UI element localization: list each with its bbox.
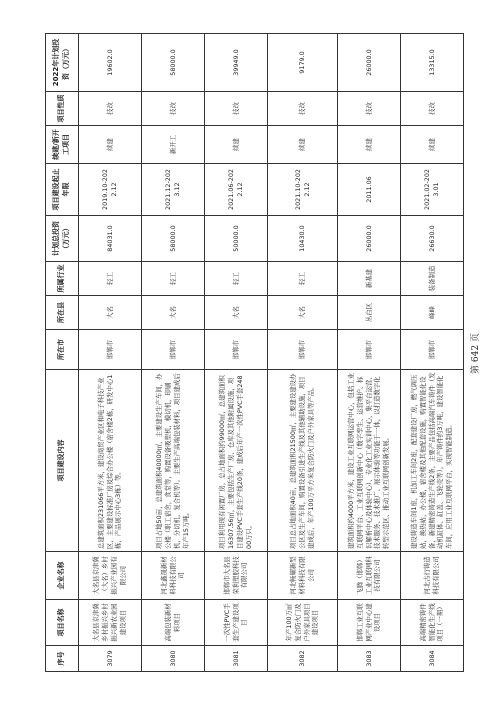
cell-industry: 装备制造 — [401, 262, 464, 296]
cell-nature: 技改 — [79, 92, 142, 126]
cell-county: 大名 — [268, 296, 338, 330]
cell-industry: 轻工 — [205, 262, 268, 296]
cell-period: 2019.10-2022.12 — [79, 164, 142, 216]
header-project-name: 项目名称 — [46, 600, 79, 646]
header-county: 所在县 — [46, 296, 79, 330]
cell-total-investment: 50000.0 — [205, 216, 268, 262]
header-total-investment: 计划总投资（万元） — [46, 216, 79, 262]
cell-content: 建设铸造车间1座，机加工车间2座，配套建设厂房，燃气调压站，换热站，办公楼，宿舍楼及其他配套设施，购置智能化设备，新建精密铸造生产线2条，主要产品包括高端汽车铸件（发动机缸体、缸盖、飞轮壳等），年产铸件约3万吨，建设智能化车间，应用工业互联网平台，实现智能制造。 — [401, 370, 464, 552]
cell-2022-investment: 26000.0 — [338, 34, 401, 92]
cell-city: 邯郸市 — [142, 330, 205, 370]
cell-industry: 轻工 — [268, 262, 338, 296]
cell-status: 新开工 — [142, 126, 205, 164]
cell-project-name: 一次性PVC手套生产建设项目 — [205, 600, 268, 646]
page-number: 第 642 页 — [471, 333, 481, 374]
cell-period: 2021.12-2023.12 — [142, 164, 205, 216]
header-content: 项目建设内容 — [46, 370, 79, 552]
cell-period: 2021.02-2023.01 — [401, 164, 464, 216]
cell-status: 续建 — [79, 126, 142, 164]
cell-total-investment: 58000.0 — [142, 216, 205, 262]
cell-project-name: 高端包装新材料项目 — [142, 600, 205, 646]
cell-status: 续建 — [205, 126, 268, 164]
cell-total-investment: 26630.0 — [401, 216, 464, 262]
cell-status: 续建 — [338, 126, 401, 164]
header-row — [46, 34, 79, 672]
cell-company: 河北鑫晟新材料科技有限公司 — [142, 552, 205, 600]
cell-nature: 技改 — [205, 92, 268, 126]
cell-nature: 技改 — [142, 92, 205, 126]
cell-status: 续建 — [268, 126, 338, 164]
cell-status: 续建 — [401, 126, 464, 164]
cell-project-name: 邯郸工业互联网产业中心建设项目 — [338, 600, 401, 646]
cell-project-name: 年产100万㎡复合防火门及户外家具项目建设项目 — [268, 600, 338, 646]
cell-total-investment: 26000.0 — [338, 216, 401, 262]
table-row — [205, 34, 268, 672]
cell-city: 邯郸市 — [268, 330, 338, 370]
cell-company: 河北古行铸造科技有限公司 — [401, 552, 464, 600]
cell-company: 大名县京津冀（大名）乡村振兴产业园有限公司 — [79, 552, 142, 600]
table-row — [79, 34, 142, 672]
cell-2022-investment: 58000.0 — [142, 34, 205, 92]
table-row — [268, 34, 338, 672]
cell-seq: 3080 — [142, 646, 205, 672]
cell-county: 丛台区 — [338, 296, 401, 330]
cell-city: 邯郸市 — [205, 330, 268, 370]
cell-seq: 3081 — [205, 646, 268, 672]
table-row — [401, 34, 464, 672]
cell-seq: 3079 — [79, 646, 142, 672]
cell-content: 项目占地50亩，总建筑面积40000㎡，主要建设生产车间，办公楼（职工宿舍，食堂等，购置设备吸塑机，模切机，印刷机，分切机，复合机等）。主要生产高端包装材料，项目建成后年产15万吨。 — [142, 370, 205, 552]
cell-content: 总建筑面积231066平方米，建设商贸产业区和电子科技产业区，主要建设标准厂房及综合办公楼（宿舍楼2栋，研发中心1栋，产品展示中心3栋）等。 — [79, 370, 142, 552]
project-table — [45, 33, 464, 672]
table-row — [142, 34, 205, 672]
header-nature: 项目性质 — [46, 92, 79, 126]
cell-seq: 3084 — [401, 646, 464, 672]
cell-city: 邯郸市 — [401, 330, 464, 370]
header-status: 续建/新开工项目 — [46, 126, 79, 164]
cell-nature: 技改 — [268, 92, 338, 126]
table-row — [338, 34, 401, 672]
cell-nature: 技改 — [401, 92, 464, 126]
cell-nature: 技改 — [338, 92, 401, 126]
header-seq: 序号 — [46, 646, 79, 672]
cell-county: 大名 — [142, 296, 205, 330]
header-company: 企业名称 — [46, 552, 79, 600]
cell-period: 2011.06 — [338, 164, 401, 216]
cell-county: 大名 — [205, 296, 268, 330]
cell-project-name: 大名县京津冀乡村振兴乡村振兴新农业园建设项目 — [79, 600, 142, 646]
cell-company: 邯郸市大名县荣利塑胶科技有限公司 — [205, 552, 268, 600]
header-industry: 所属行业 — [46, 262, 79, 296]
cell-total-investment: 10430.0 — [268, 216, 338, 262]
cell-industry: 新基建 — [338, 262, 401, 296]
cell-2022-investment: 13315.0 — [401, 34, 464, 92]
cell-project-name: 高端精密铸件智能化生产线项目（一期） — [401, 600, 464, 646]
header-city: 所在市 — [46, 330, 79, 370]
cell-county: 大名 — [79, 296, 142, 330]
cell-industry: 轻工 — [142, 262, 205, 296]
cell-company: 河北畅耀新型材料科技有限公司 — [268, 552, 338, 600]
cell-city: 邯郸市 — [338, 330, 401, 370]
cell-city: 邯郸市 — [79, 330, 142, 370]
cell-content: 项目总占地面积40亩，总建筑面积21500㎡，主要建设建设办公区及生产车间，购置设备引进生产线及其他辅助设施，项目建成后，年产100万平方米复合防火门及户外家具等产品。 — [268, 370, 338, 552]
cell-company: 飞腾（邯郸）工业互联网科技有限公司 — [338, 552, 401, 600]
cell-county: 峰峰 — [401, 296, 464, 330]
cell-total-investment: 84031.0 — [79, 216, 142, 262]
cell-content: 项目利用现有闲置厂房，总占地面积约99000㎡，总建筑面积16307.56㎡，主要包括生产厂房、仓库及其他附属设施，项目建设PVC手套生产线20条，建成后年产一次性PVC手套24800万只。 — [205, 370, 268, 552]
cell-content: 建筑面积约4000平方米，建设工业互联网运营中心，包括工业互联网平台、工业互联网创新中心（数字孪生、运营维护、标识解析中心及体验中心）、专业化工业实训中心，集平台运营、技术服务、技术推广、展示体验等功能于一体，以打造数字化转型示范区、推动工业互联网创新发展。 — [338, 370, 401, 552]
cell-industry: 轻工 — [79, 262, 142, 296]
cell-2022-investment: 9179.0 — [268, 34, 338, 92]
cell-period: 2021.10-2022.12 — [268, 164, 338, 216]
cell-period: 2021.06-2022.12 — [205, 164, 268, 216]
cell-seq: 3083 — [338, 646, 401, 672]
header-2022-investment: 2022年计划投资（万元） — [46, 34, 79, 92]
cell-2022-investment: 39949.0 — [205, 34, 268, 92]
cell-2022-investment: 19602.0 — [79, 34, 142, 92]
cell-seq: 3082 — [268, 646, 338, 672]
header-period: 项目建设起止年限 — [46, 164, 79, 216]
